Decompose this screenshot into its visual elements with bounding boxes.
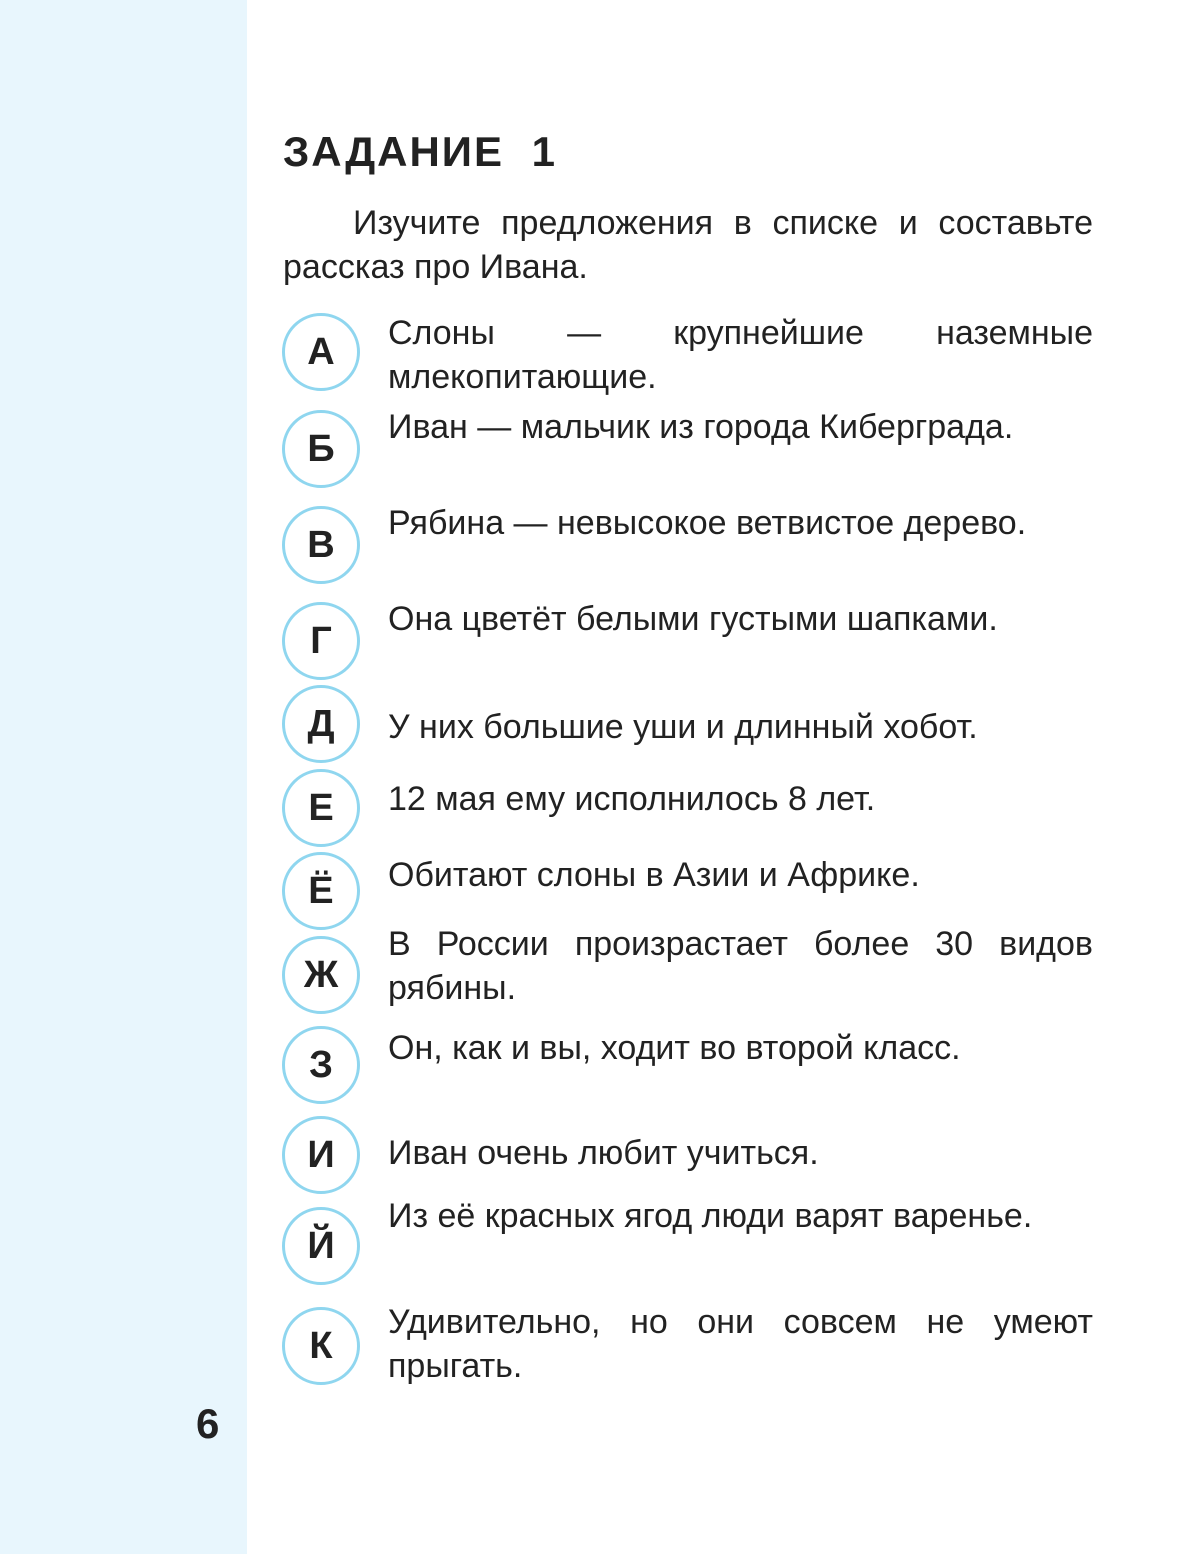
item-text: Обитают слоны в Азии и Африке. — [388, 856, 920, 894]
list-item-k — [282, 1300, 1094, 1385]
list-item-v — [282, 501, 1094, 581]
left-margin-strip — [0, 0, 247, 1554]
letter-badge: З — [282, 1026, 360, 1104]
letter-badge: Й — [282, 1207, 360, 1285]
letter-badge: А — [282, 313, 360, 391]
list-item-b — [282, 405, 1094, 485]
letter-badge: И — [282, 1116, 360, 1194]
letter-badge: Д — [282, 685, 360, 763]
list-item-z — [282, 1026, 1094, 1106]
letter-badge: Ё — [282, 852, 360, 930]
list-item-i — [282, 1116, 1094, 1196]
item-text: В России произрастает более 30 видов рябины. — [388, 925, 1093, 1007]
letter-badge: Е — [282, 769, 360, 847]
page-number: 6 — [196, 1400, 220, 1447]
list-item-e — [282, 767, 1094, 847]
task-instruction: Изучите предложения в списке и составьте рассказ про Ивана. — [283, 204, 1093, 286]
item-text: Слоны — крупнейшие наземные млекопитающие. — [388, 314, 1093, 396]
list-item-yo — [282, 850, 1094, 930]
letter-badge: К — [282, 1307, 360, 1385]
list-item-zh — [282, 922, 1094, 1007]
list-item-d — [282, 683, 1094, 763]
list-item-a — [282, 311, 1094, 396]
list-item-i-kratkoe — [282, 1194, 1094, 1274]
item-text: Иван очень любит учиться. — [388, 1134, 819, 1172]
item-text: Иван — мальчик из города Киберграда. — [388, 408, 1014, 446]
letter-badge: Ж — [282, 936, 360, 1014]
letter-badge: В — [282, 506, 360, 584]
item-text: 12 мая ему исполнилось 8 лет. — [388, 780, 876, 818]
item-text: Он, как и вы, ходит во второй класс. — [388, 1029, 961, 1067]
task-title: ЗАДАНИЕ 1 — [283, 128, 558, 175]
letter-badge: Б — [282, 410, 360, 488]
item-text: У них большие уши и длинный хобот. — [388, 708, 978, 746]
item-text: Рябина — невысокое ветвистое дерево. — [388, 504, 1027, 542]
item-text: Удивительно, но они совсем не умеют прыгать. — [388, 1303, 1093, 1385]
item-text: Она цветёт белыми густыми шапками. — [388, 600, 998, 638]
list-item-g — [282, 597, 1094, 677]
item-text: Из её красных ягод люди варят варенье. — [388, 1197, 1033, 1235]
letter-badge: Г — [282, 602, 360, 680]
